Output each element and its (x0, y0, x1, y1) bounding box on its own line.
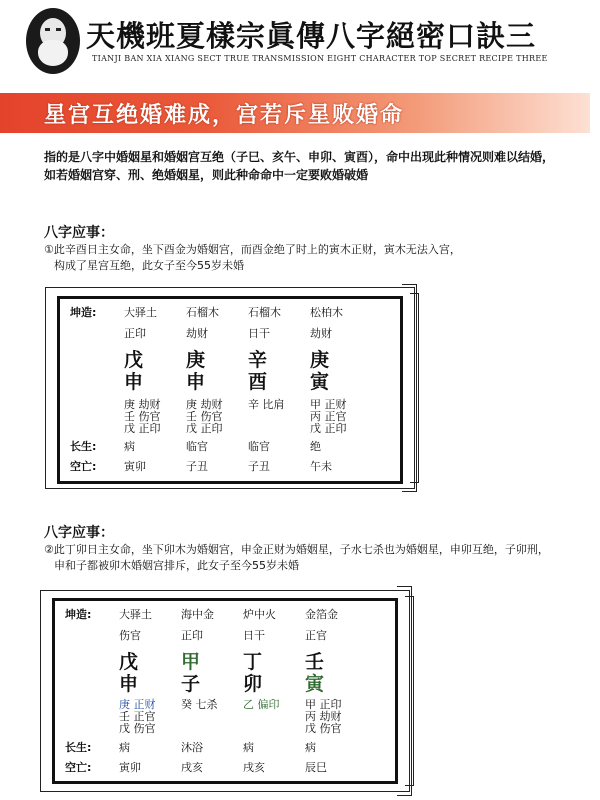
hidden-stem: 戊 伤官 (119, 722, 156, 735)
earthly-branch: 申 (186, 371, 206, 393)
heavenly-stem: 丁 (243, 651, 263, 673)
page-title: 天機班夏樣宗眞傳八字絕密口訣三 (86, 19, 537, 53)
nayin-cell: 海中金 (181, 608, 214, 621)
kongwang-cell: 寅卯 (119, 761, 141, 774)
heavenly-stem: 辛 (248, 349, 268, 371)
shishen-cell: 劫财 (186, 327, 208, 340)
kongwang-cell: 子丑 (186, 460, 208, 473)
shishen-cell: 伤官 (119, 629, 141, 642)
hidden-stem: 甲 正印 (305, 698, 342, 711)
hidden-stem: 辛 比肩 (248, 398, 285, 411)
kongwang-cell: 辰巳 (305, 761, 327, 774)
shishen-cell: 日干 (248, 327, 270, 340)
portrait-beard (38, 40, 68, 66)
hidden-stem: 壬 伤官 (124, 410, 161, 423)
changsheng-cell: 病 (243, 741, 254, 754)
bazi-chart-2 (52, 598, 398, 784)
chart-label-kongwang: 空亡: (70, 460, 97, 473)
nayin-cell: 石榴木 (248, 306, 281, 319)
page-header (0, 0, 600, 80)
hidden-stem: 乙 偏印 (243, 698, 280, 711)
hidden-stem: 戊 正印 (310, 422, 347, 435)
case-description (44, 242, 584, 274)
changsheng-cell: 病 (305, 741, 316, 754)
heavenly-stem: 壬 (305, 651, 325, 673)
shishen-cell: 正官 (305, 629, 327, 642)
hidden-stem: 甲 正财 (310, 398, 347, 411)
hidden-stem: 戊 正印 (186, 422, 223, 435)
heavenly-stem: 戊 (119, 651, 139, 673)
heavenly-stem: 戊 (124, 349, 144, 371)
intro-line: 指的是八字中婚姻星和婚姻宫互绝（子巳、亥午、申卯、寅酉），命中出现此种情况则难以结婚， (44, 150, 555, 164)
earthly-branch: 寅 (305, 673, 325, 695)
case-description (44, 542, 584, 574)
case-line: ①此辛酉日主女命，坐下酉金为婚姻宫，而酉金绝了时上的寅木正财，寅木无法入宫， (44, 243, 461, 256)
bazi-chart-1 (57, 296, 403, 484)
earthly-branch: 申 (124, 371, 144, 393)
heavenly-stem: 甲 (181, 651, 201, 673)
master-portrait-logo (26, 8, 80, 74)
kongwang-cell: 戌亥 (181, 761, 203, 774)
portrait-eyes (45, 28, 61, 31)
changsheng-cell: 病 (119, 741, 130, 754)
hidden-stem: 庚 劫财 (186, 398, 223, 411)
shishen-cell: 劫财 (310, 327, 332, 340)
chart-frame-wing (405, 596, 414, 786)
kongwang-cell: 午未 (310, 460, 332, 473)
changsheng-cell: 临官 (248, 440, 270, 453)
hidden-stem: 癸 七杀 (181, 698, 218, 711)
earthly-branch: 酉 (248, 371, 268, 393)
changsheng-cell: 临官 (186, 440, 208, 453)
changsheng-cell: 沐浴 (181, 741, 203, 754)
chart-label-kunzao: 坤造: (70, 306, 97, 319)
heavenly-stem: 庚 (186, 349, 206, 371)
chart-frame-wing (410, 293, 419, 483)
nayin-cell: 金箔金 (305, 608, 338, 621)
chart-label-kongwang: 空亡: (65, 761, 92, 774)
section-heading: 八字应事： (44, 225, 114, 241)
heavenly-stem: 庚 (310, 349, 330, 371)
intro-line: 如若婚姻宫穿、刑、绝婚姻星，则此种命命中一定要败婚破婚 (44, 168, 369, 182)
section-heading: 八字应事： (44, 525, 114, 541)
hidden-stem: 庚 劫财 (124, 398, 161, 411)
chart-label-changsheng: 长生: (70, 440, 97, 453)
shishen-cell: 正印 (124, 327, 146, 340)
nayin-cell: 炉中火 (243, 608, 276, 621)
shishen-cell: 日干 (243, 629, 265, 642)
topic-banner-text: 星宫互绝婚难成，宫若斥星败婚命 (44, 103, 405, 128)
nayin-cell: 大驿土 (119, 608, 152, 621)
intro-paragraph (44, 148, 584, 184)
shishen-cell: 正印 (181, 629, 203, 642)
hidden-stem: 丙 劫财 (305, 710, 342, 723)
chart-label-changsheng: 长生: (65, 741, 92, 754)
hidden-stem: 丙 正官 (310, 410, 347, 423)
hidden-stem: 庚 正财 (119, 698, 156, 711)
chart-label-kunzao: 坤造: (65, 608, 92, 621)
kongwang-cell: 寅卯 (124, 460, 146, 473)
hidden-stem: 壬 伤官 (186, 410, 223, 423)
case-line: 构成了星宫互绝，此女子至今55岁未婚 (54, 259, 244, 272)
hidden-stem: 壬 正官 (119, 710, 156, 723)
hidden-stem: 戊 正印 (124, 422, 161, 435)
nayin-cell: 松柏木 (310, 306, 343, 319)
kongwang-cell: 子丑 (248, 460, 270, 473)
changsheng-cell: 病 (124, 440, 135, 453)
case-line: ②此丁卯日主女命，坐下卯木为婚姻宫，申金正财为婚姻星，子水七杀也为婚姻星，申卯互绝，子卯刑， (44, 543, 549, 556)
page-subtitle: TIANJI BAN XIA XIANG SECT TRUE TRANSMISSION EIGHT CHARACTER TOP SECRET RECIPE THREE (92, 54, 548, 63)
earthly-branch: 申 (119, 673, 139, 695)
case-line: 申和子都被卯木婚姻宫排斥，此女子至今55岁未婚 (54, 559, 299, 572)
earthly-branch: 卯 (243, 673, 263, 695)
hidden-stem: 戊 伤官 (305, 722, 342, 735)
kongwang-cell: 戌亥 (243, 761, 265, 774)
changsheng-cell: 绝 (310, 440, 321, 453)
earthly-branch: 寅 (310, 371, 330, 393)
nayin-cell: 大驿土 (124, 306, 157, 319)
nayin-cell: 石榴木 (186, 306, 219, 319)
earthly-branch: 子 (181, 673, 201, 695)
